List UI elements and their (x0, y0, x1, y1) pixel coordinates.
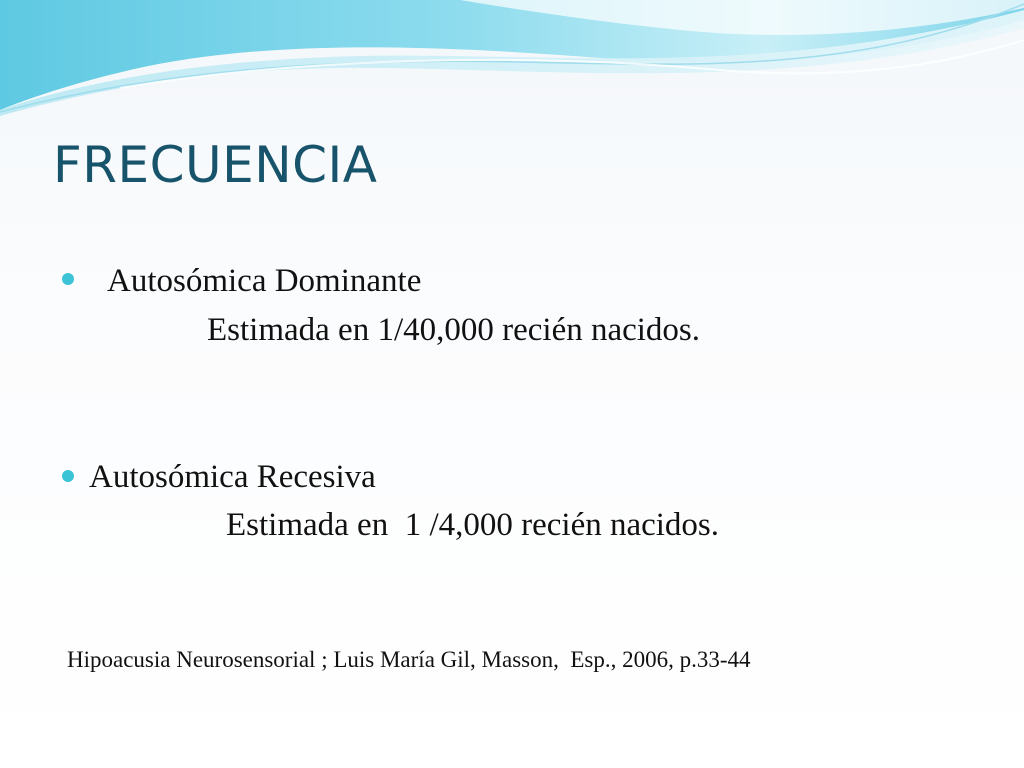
wave-banner-icon (0, 0, 1024, 130)
bullet-autosomal-recessive: Autosómica Recesiva (89, 459, 376, 495)
bullet-autosomal-dominant: Autosómica Dominante (107, 263, 422, 299)
detail-autosomal-recessive: Estimada en 1 /4,000 recién nacidos. (226, 507, 720, 543)
slide-title: FRECUENCIA (53, 136, 378, 194)
detail-autosomal-dominant: Estimada en 1/40,000 recién nacidos. (207, 312, 701, 348)
circle-bullet-icon (62, 470, 74, 482)
circle-bullet-icon (62, 273, 74, 285)
reference-citation: Hipoacusia Neurosensorial ; Luis María Gil, Masson, Esp., 2006, p.33-44 (67, 647, 751, 672)
